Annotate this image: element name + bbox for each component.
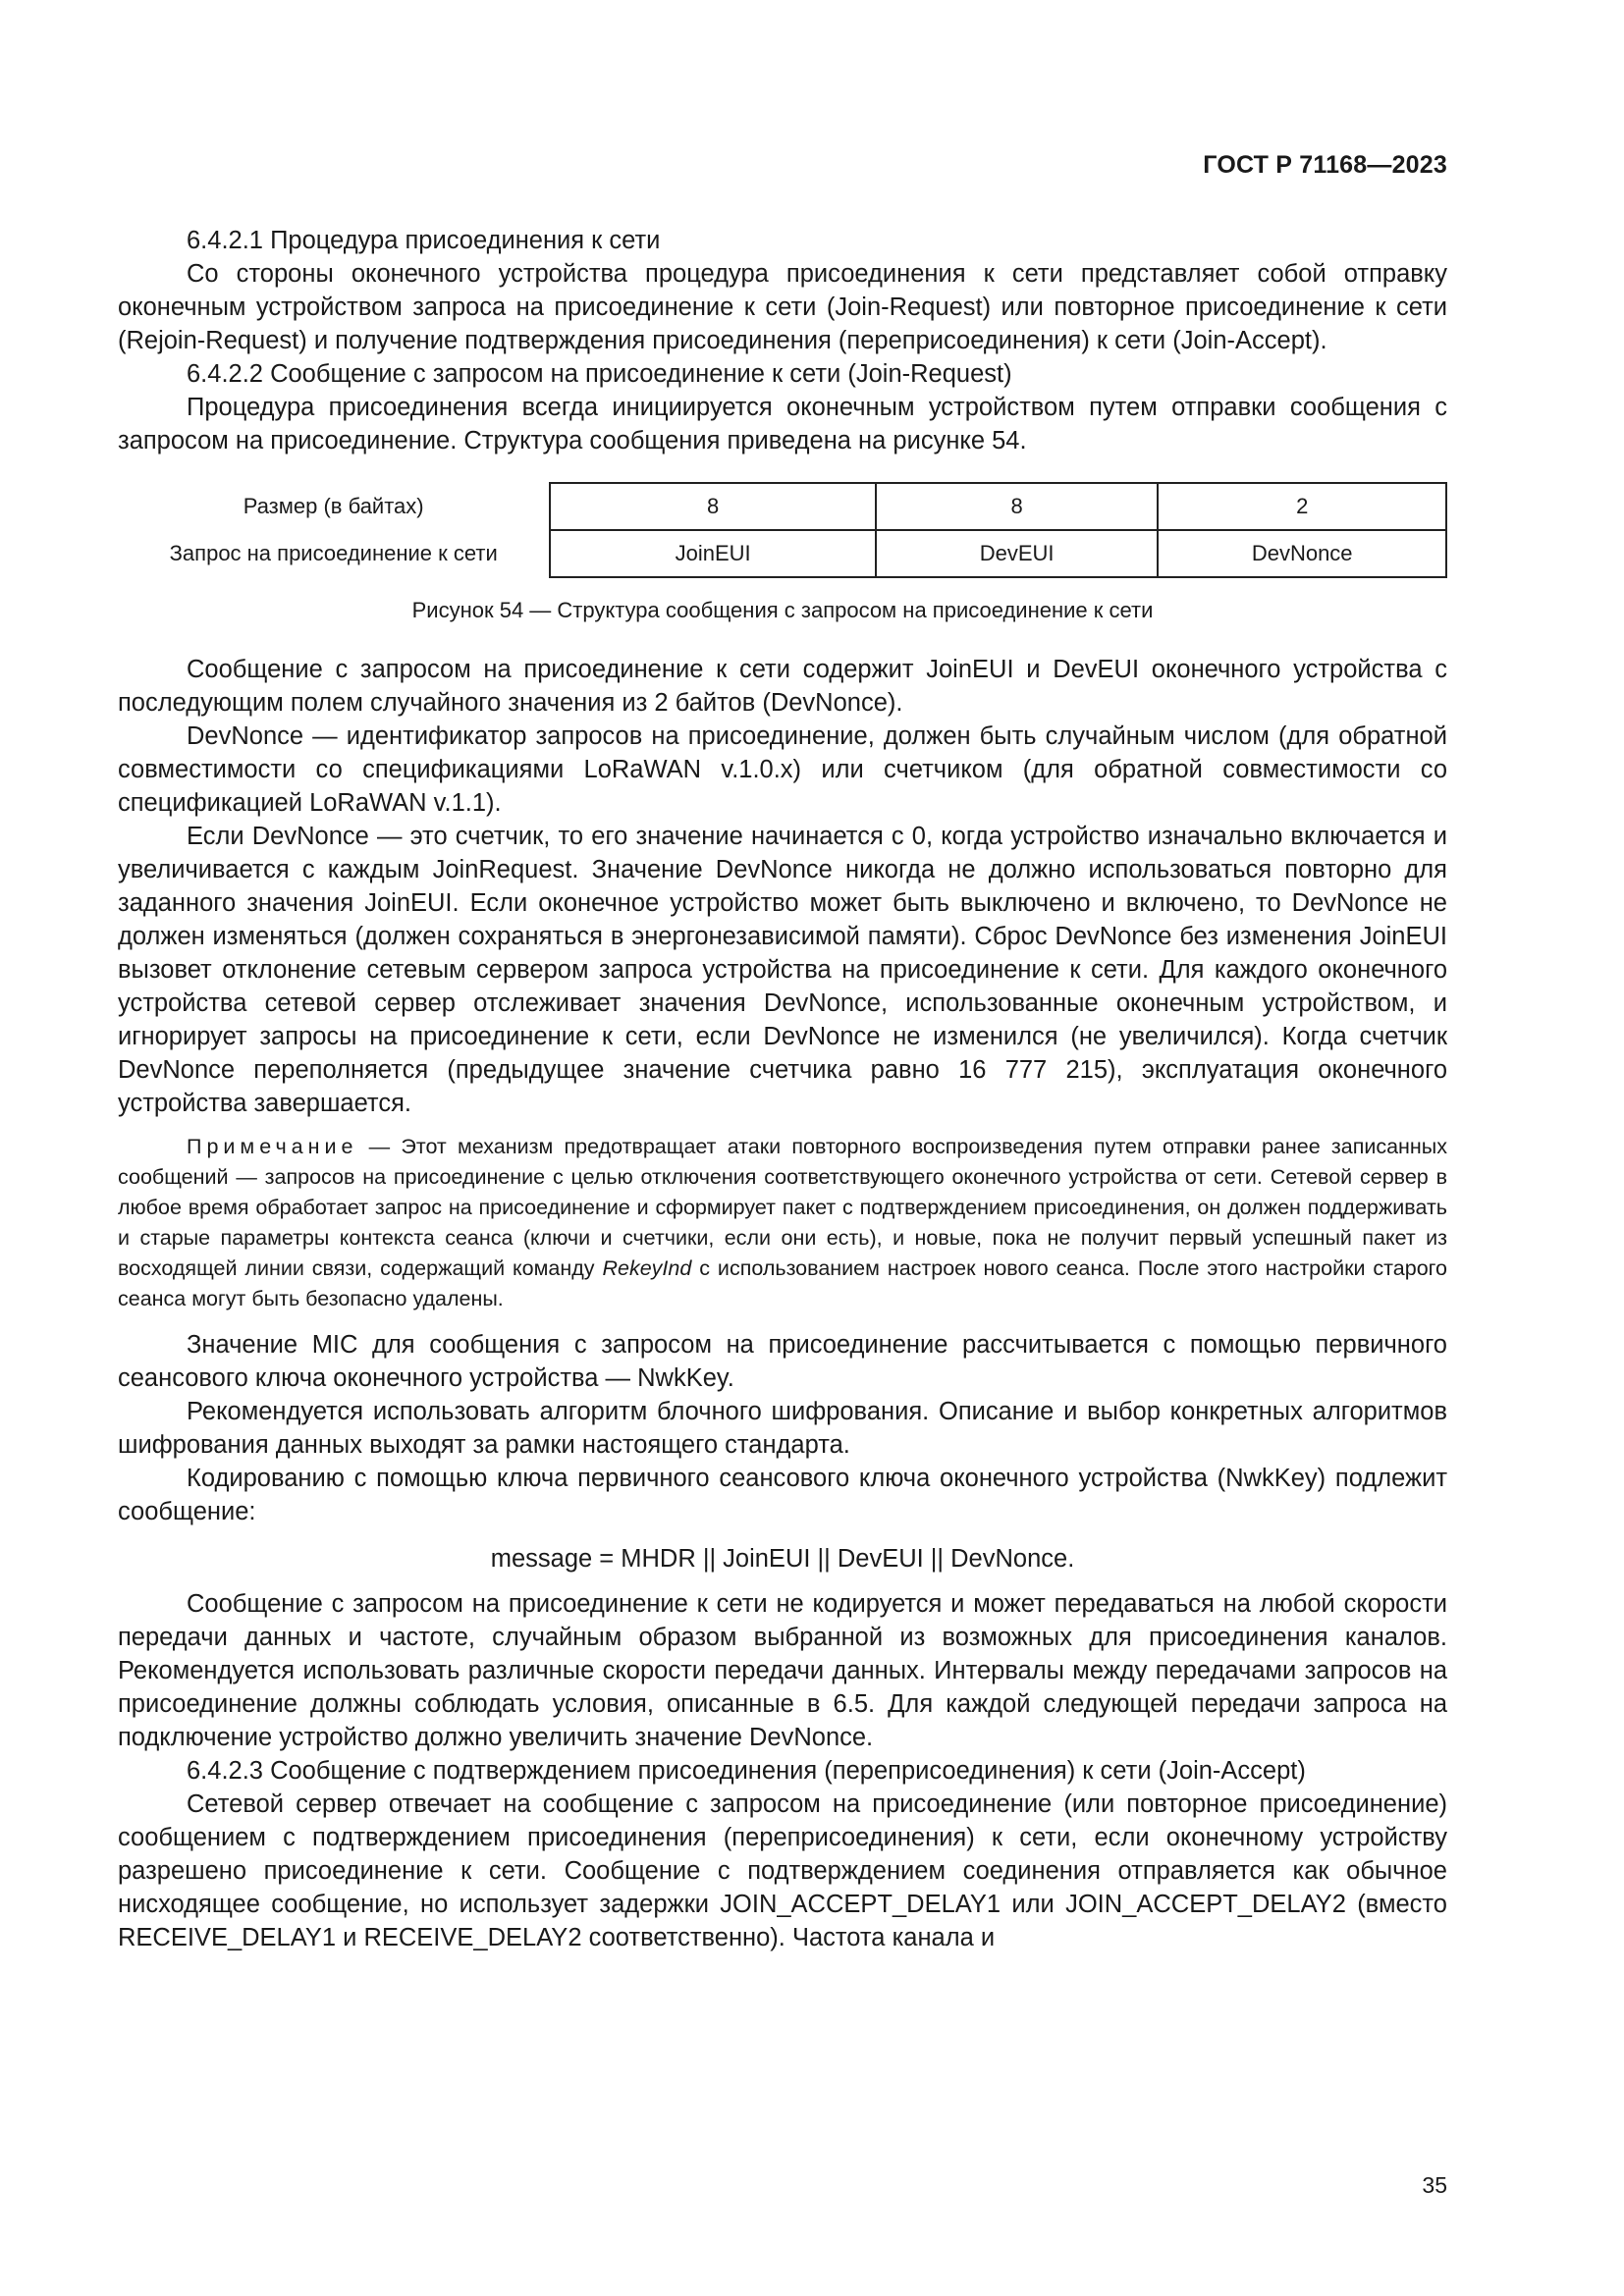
- field-row-label: Запрос на присоединение к сети: [169, 541, 498, 565]
- page-number: 35: [1422, 2172, 1447, 2198]
- paragraph: Со стороны оконечного устройства процедура присоединения к сети представляет собой отправку оконечным устройством запроса на присоединение к сети (Join-Request) или повторное присоединение к сети (Rejoin-Request) и получение подтверждения присоединения (переприсоединения) к сети (Join-Accept).: [118, 260, 1447, 354]
- size-row-label: Размер (в байтах): [243, 494, 424, 518]
- paragraph: Если DevNonce — это счетчик, то его значение начинается с 0, когда устройство изначально включается и увеличивается с каждым JoinRequest. Значение DevNonce никогда не должно использоваться повторно для заданного значения JoinEUI. Если оконечное устройство может быть выключено и включено, то DevNonce не должен изменяться (должен сохраняться в энергонезависимой памяти). Сброс DevNonce без изменения JoinEUI вызовет отклонение сетевым сервером запроса устройства на присоединение к сети. Для каждого оконечного устройства сетевой сервер отслеживает значения DevNonce, использованные оконечным устройством, и игнорирует запросы на присоединение к сети, если DevNonce не изменился (не увеличился). Когда счетчик DevNonce переполняется (предыдущее значение счетчика равно 16 777 215), эксплуатация оконечного устройства завершается.: [118, 823, 1447, 1117]
- message-formula: message = MHDR || JoinEUI || DevEUI || DevNonce.: [490, 1545, 1075, 1573]
- paragraph: Сетевой сервер отвечает на сообщение с запросом на присоединение (или повторное присоединение) сообщением с подтверждением присоединения (переприсоединения) к сети, если оконечному устройству разрешено присоединение к сети. Сообщение с подтверждением соединения отправляется как обычное нисходящее сообщение, но использует задержки JOIN_ACCEPT_DELAY1 или JOIN_ACCEPT_DELAY2 (вместо RECEIVE_DELAY1 и RECEIVE_DELAY2 соответственно). Частота канала и: [118, 1790, 1447, 1951]
- paragraph: Сообщение с запросом на присоединение к сети содержит JoinEUI и DevEUI оконечного устройства с последующим полем случайного значения из 2 байтов (DevNonce).: [118, 656, 1447, 717]
- figure-caption: Рисунок 54 — Структура сообщения с запросом на присоединение к сети: [411, 598, 1154, 622]
- field-cell-devnonce: DevNonce: [1158, 530, 1446, 577]
- paragraph: Процедура присоединения всегда инициируется оконечным устройством путем отправки сообщения с запросом на присоединение. Структура сообщения приведена на рисунке 54.: [118, 394, 1447, 454]
- paragraph: Рекомендуется использовать алгоритм блочного шифрования. Описание и выбор конкретных алгоритмов шифрования данных выходят за рамки настоящего стандарта.: [118, 1398, 1447, 1459]
- size-row: [118, 483, 1446, 530]
- size-cell-joineui: 8: [550, 483, 875, 530]
- section-heading-6-4-2-1: 6.4.2.1 Процедура присоединения к сети: [187, 227, 661, 254]
- note-text-end: с использованием настроек нового сеанса. После этого настройки старого сеанса могут быть безопасно удалены.: [118, 1256, 1447, 1310]
- page-body: [118, 224, 1447, 1954]
- size-cell-devnonce: 2: [1158, 483, 1446, 530]
- field-cell-deveui: DevEUI: [876, 530, 1159, 577]
- paragraph: Сообщение с запросом на присоединение к сети не кодируется и может передаваться на любой скорости передачи данных и частоте, случайным образом выбранной из возможных для присоединения каналов. Рекомендуется использовать различные скорости передачи данных. Интервалы между передачами запросов на присоединение должны соблюдать условия, описанные в 6.5. Для каждой следующей передачи запроса на подключение устройство должно увеличить значение DevNonce.: [118, 1590, 1447, 1751]
- note-command-name: RekeyInd: [602, 1256, 692, 1280]
- join-request-structure-table: [118, 482, 1447, 578]
- field-cell-joineui: JoinEUI: [550, 530, 875, 577]
- note-label: Примечание: [187, 1135, 358, 1158]
- document-header: ГОСТ Р 71168—2023: [1203, 151, 1447, 179]
- note-block: [118, 1132, 1447, 1314]
- paragraph: Кодированию с помощью ключа первичного сеансового ключа оконечного устройства (NwkKey) подлежит сообщение:: [118, 1465, 1447, 1525]
- section-heading-6-4-2-2: 6.4.2.2 Сообщение с запросом на присоединение к сети (Join-Request): [187, 360, 1012, 388]
- size-cell-deveui: 8: [876, 483, 1159, 530]
- field-row: [118, 530, 1446, 577]
- note-text-start: — Этот механизм предотвращает атаки повторного воспроизведения путем отправки ранее записанных сообщений — запросов на присоединение с целью отключения соответствующего оконечного устройства от сети. Сетевой сервер в любое время обработает запрос на присоединение и сформирует пакет с подтверждением присоединения, он должен поддерживать и старые параметры контекста сеанса (ключи и счетчики, если они есть), и новые, пока не получит первый успешный пакет из восходящей линии связи, содержащий команду: [118, 1135, 1447, 1280]
- paragraph: Значение MIC для сообщения с запросом на присоединение рассчитывается с помощью первичного сеансового ключа оконечного устройства — NwkKey.: [118, 1331, 1447, 1392]
- section-heading-6-4-2-3: 6.4.2.3 Сообщение с подтверждением присоединения (переприсоединения) к сети (Join-Accept): [187, 1757, 1306, 1785]
- paragraph: DevNonce — идентификатор запросов на присоединение, должен быть случайным числом (для обратной совместимости со спецификациями LoRaWAN v.1.0.x) или счетчиком (для обратной совместимости со спецификацией LoRaWAN v.1.1).: [118, 722, 1447, 817]
